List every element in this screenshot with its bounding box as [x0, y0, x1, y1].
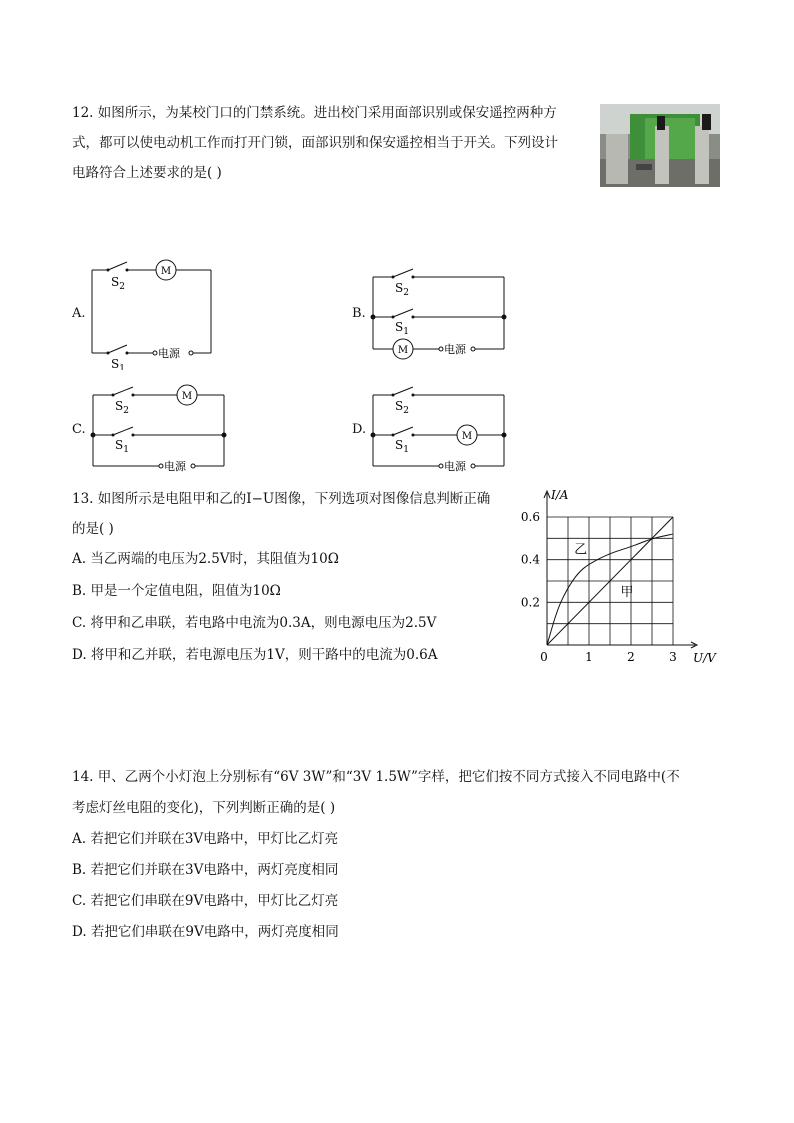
q12-text-line3: 电路符合上述要求的是( ) [72, 165, 222, 181]
switch-s1-sub: 1 [403, 327, 409, 337]
y-tick-label: 0.2 [520, 595, 540, 610]
switch-s1-label: S [111, 357, 120, 370]
switch-s1-sub: 1 [123, 445, 129, 455]
switch-s2-label: S [111, 275, 120, 289]
y-axis-label: I/A [551, 488, 569, 502]
svg-text:S2 [111, 275, 125, 292]
circuit-a [85, 255, 225, 370]
motor-symbol: M [160, 266, 172, 277]
x-axis-label: U/V [693, 651, 716, 665]
option-c-label: C. [72, 422, 86, 437]
option-d-label: D. [352, 422, 367, 437]
switch-s2-sub: 2 [123, 406, 129, 416]
svg-text:S2 [115, 399, 129, 416]
x-tick-label: 2 [627, 650, 635, 664]
switch-s2-sub: 2 [119, 282, 125, 292]
svg-text:S2 [395, 399, 409, 416]
q13-option-a: A. 当乙两端的电压为2.5V时，其阻值为10Ω [72, 551, 339, 567]
q14-option-c: C. 若把它们串联在9V电路中，甲灯比乙灯亮 [72, 893, 339, 909]
q12-text-line2: 式，都可以使电动机工作而打开门锁，面部识别和保安遥控相当于开关。下列设计 [72, 135, 558, 151]
motor-symbol: M [181, 391, 193, 402]
svg-text:S1 [111, 357, 125, 370]
q14-option-b: B. 若把它们并联在3V电路中，两灯亮度相同 [72, 862, 339, 878]
q14-option-a: A. 若把它们并联在3V电路中，甲灯比乙灯亮 [72, 831, 339, 847]
q13-option-c: C. 将甲和乙串联，若电路中电流为0.3A，则电源电压为2.5V [72, 615, 437, 631]
switch-s1-sub: 1 [119, 364, 125, 370]
switch-s2-label: S [395, 281, 404, 295]
q12-text-line1: 12. 如图所示，为某校门口的门禁系统。进出校门采用面部识别或保安遥控两种方 [72, 105, 557, 121]
y-tick-label: 0.6 [520, 510, 540, 524]
switch-s2-sub: 2 [403, 406, 409, 416]
circuit-d [365, 380, 515, 475]
series-label-jia: 甲 [620, 584, 634, 600]
switch-s1-label: S [115, 438, 124, 452]
switch-s2-sub: 2 [403, 288, 409, 298]
q13-option-b: B. 甲是一个定值电阻，阻值为10Ω [72, 583, 281, 599]
q14-text-line1: 14. 甲、乙两个小灯泡上分别标有“6V 3W”和“3V 1.5W”字样，把它们按不同方式接入不同电路中(不 [72, 769, 680, 785]
motor-symbol: M [461, 431, 473, 442]
y-tick-label: 0.4 [520, 552, 540, 567]
switch-s1-label: S [395, 438, 404, 452]
svg-text:S2 [395, 281, 409, 298]
svg-text:S1 [115, 438, 129, 455]
switch-s1-sub: 1 [403, 445, 409, 455]
svg-text:S1 [395, 320, 409, 337]
power-source-label: 电源 [444, 343, 466, 356]
circuit-c [85, 380, 235, 475]
q13-option-d: D. 将甲和乙并联，若电源电压为1V，则干路中的电流为0.6A [72, 647, 438, 663]
q13-text-line2: 的是( ) [72, 521, 114, 537]
q13-text-line1: 13. 如图所示是电阻甲和乙的I−U图像，下列选项对图像信息判断正确 [72, 491, 491, 507]
series-label-yi: 乙 [574, 542, 588, 558]
option-a-label: A. [72, 306, 86, 321]
svg-text:S1 [395, 438, 409, 455]
switch-s2-label: S [395, 399, 404, 413]
x-tick-label: 1 [585, 650, 593, 664]
q14-text-line2: 考虑灯丝电阻的变化)，下列判断正确的是( ) [72, 800, 336, 816]
q14-option-d: D. 若把它们串联在9V电路中，两灯亮度相同 [72, 924, 339, 940]
circuit-b [365, 265, 515, 365]
power-source-label: 电源 [164, 460, 186, 473]
motor-symbol: M [397, 345, 409, 356]
switch-s2-label: S [115, 399, 124, 413]
gate-photo [600, 104, 720, 187]
x-tick-label: 0 [540, 650, 548, 664]
power-source-label: 电源 [158, 347, 180, 360]
option-b-label: B. [352, 306, 366, 321]
x-tick-label: 3 [669, 650, 677, 664]
switch-s1-label: S [395, 320, 404, 334]
iu-graph [515, 485, 725, 670]
power-source-label: 电源 [444, 460, 466, 473]
